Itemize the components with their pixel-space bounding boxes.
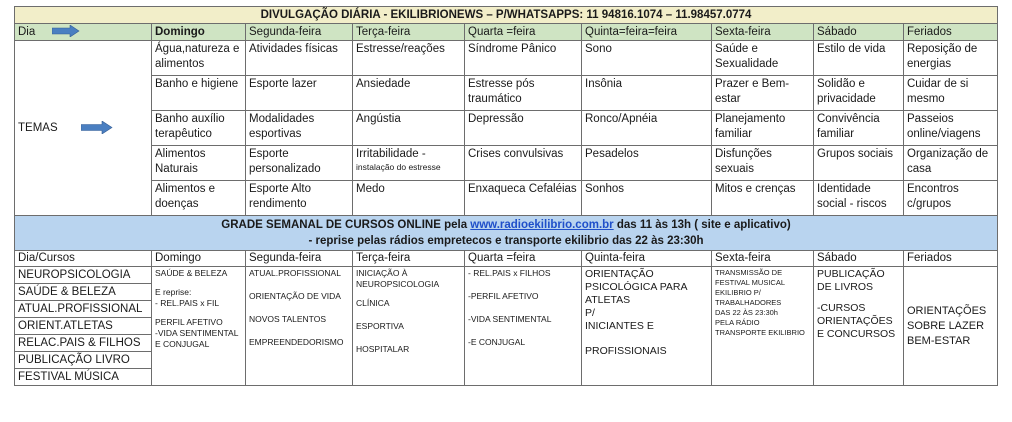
theme-cell: Água,natureza e alimentos	[152, 41, 246, 76]
course-item: ORIENT.ATLETAS	[15, 318, 151, 335]
arrow-right-icon	[52, 25, 80, 37]
course-item: ATUAL.PROFISSIONAL	[15, 301, 151, 318]
course-day-segunda: Segunda-feira	[246, 251, 353, 267]
theme-cell: Prazer e Bem-estar	[712, 76, 814, 111]
theme-row	[15, 111, 998, 146]
schedule-entry: - REL.PAIS x FILHOS	[468, 268, 551, 278]
theme-cell: Cuidar de si mesmo	[904, 76, 998, 111]
theme-cell: Esporte lazer	[246, 76, 353, 111]
theme-cell: Banho e higiene	[152, 76, 246, 111]
schedule-entry: TRANSMISSÃO DE FESTIVAL MUSICAL	[715, 268, 786, 287]
dia-label-cell	[15, 24, 152, 41]
theme-cell: Banho auxílio terapêutico	[152, 111, 246, 146]
theme-cell: Ronco/Apnéia	[582, 111, 712, 146]
course-item: PUBLICAÇÃO LIVRO	[15, 352, 151, 369]
schedule-entry: -CURSOS ORIENTAÇÕES E CONCURSOS	[817, 302, 896, 340]
theme-cell: Crises convulsivas	[465, 146, 582, 181]
day-header-sabado: Sábado	[814, 24, 904, 41]
schedule-entry: ATUAL.PROFISSIONAL	[249, 268, 341, 278]
schedule-entry: PELA RÁDIO TRANSPORTE EKILIBRIO	[715, 318, 805, 337]
theme-cell: Identidade social - riscos	[814, 181, 904, 216]
schedule-entry: PUBLICAÇÃO DE LIVROS	[817, 268, 885, 293]
theme-row	[15, 181, 998, 216]
theme-cell: Pesadelos	[582, 146, 712, 181]
course-day-sabado: Sábado	[814, 251, 904, 267]
theme-cell: Angústia	[353, 111, 465, 146]
schedule-entry: E CONJUGAL	[155, 339, 210, 349]
theme-cell: Sonhos	[582, 181, 712, 216]
schedule-quinta	[582, 267, 712, 386]
day-header-domingo: Domingo	[152, 24, 246, 41]
schedule-entry: DAS 22 ÀS 23:30h	[715, 308, 778, 317]
theme-cell: Alimentos Naturais	[152, 146, 246, 181]
day-header-quarta: Quarta =feira	[465, 24, 582, 41]
theme-cell	[353, 146, 465, 181]
course-day-domingo: Domingo	[152, 251, 246, 267]
theme-cell: Esporte personalizado	[246, 146, 353, 181]
grade-suffix: das 11 às 13h ( site e aplicativo)	[613, 219, 791, 231]
day-header-feriados: Feriados	[904, 24, 998, 41]
day-header-terca: Terça-feira	[353, 24, 465, 41]
schedule-entry: PROFISSIONAIS	[585, 345, 667, 357]
theme-cell: Síndrome Pânico	[465, 41, 582, 76]
grade-line-2: - reprise pelas rádios empretecos e transporte ekilibrio das 22 às 23:30h	[308, 235, 704, 247]
theme-cell: Depressão	[465, 111, 582, 146]
theme-cell: Estresse pós traumático	[465, 76, 582, 111]
schedule-entry: PERFIL AFETIVO	[155, 317, 223, 327]
day-header-segunda: Segunda-feira	[246, 24, 353, 41]
theme-cell: Ansiedade	[353, 76, 465, 111]
course-day-quinta: Quinta-feira	[582, 251, 712, 267]
day-header-quinta: Quinta=feira=feira	[582, 24, 712, 41]
schedule-entry: -VIDA SENTIMENTAL	[155, 328, 239, 338]
schedule-entry: ORIENTAÇÃO DE VIDA	[249, 291, 341, 301]
grade-line-1	[17, 217, 995, 233]
cursos-label: Dia/Cursos	[15, 251, 152, 267]
schedule-entry: INICIANTES E	[585, 320, 654, 332]
schedule-segunda	[246, 267, 353, 386]
schedule-entry: ORIENTAÇÃO PSICOLÓGICA PARA ATLETAS	[585, 268, 687, 306]
course-item: RELAC.PAIS & FILHOS	[15, 335, 151, 352]
schedule-entry: SAÚDE & BELEZA	[155, 268, 228, 278]
theme-note: instalação do estresse	[356, 162, 441, 172]
grade-banner-row	[15, 216, 998, 251]
schedule-feriados	[904, 267, 998, 386]
schedule-quarta	[465, 267, 582, 386]
schedule-entry: -PERFIL AFETIVO	[468, 291, 539, 301]
theme-cell: Alimentos e doenças	[152, 181, 246, 216]
theme-cell: Passeios online/viagens	[904, 111, 998, 146]
schedule-sexta	[712, 267, 814, 386]
schedule-sheet	[14, 6, 997, 386]
temas-label: TEMAS	[18, 121, 58, 134]
course-day-quarta: Quarta =feira	[465, 251, 582, 267]
schedule-sabado	[814, 267, 904, 386]
schedule-entry: - REL.PAIS x FIL	[155, 298, 220, 308]
theme-cell: Medo	[353, 181, 465, 216]
radio-site-link[interactable]: www.radioekilibrio.com.br	[470, 219, 614, 231]
schedule-entry: NOVOS TALENTOS	[249, 314, 326, 324]
title-row	[15, 7, 998, 24]
course-item: SAÚDE & BELEZA	[15, 284, 151, 301]
course-day-terca: Terça-feira	[353, 251, 465, 267]
theme-cell: Insônia	[582, 76, 712, 111]
theme-cell: Enxaqueca Cefaléias	[465, 181, 582, 216]
cursos-header-row	[15, 251, 998, 267]
dia-label: Dia	[18, 25, 36, 38]
schedule-table	[14, 6, 998, 386]
theme-cell: Grupos sociais	[814, 146, 904, 181]
schedule-entry: ORIENTAÇÕES SOBRE LAZER BEM-ESTAR	[907, 304, 987, 347]
theme-cell: Esporte Alto rendimento	[246, 181, 353, 216]
grade-banner	[15, 216, 998, 251]
schedule-terca	[353, 267, 465, 386]
temas-label-cell	[15, 41, 152, 216]
theme-cell: Convivência familiar	[814, 111, 904, 146]
theme-cell: Saúde e Sexualidade	[712, 41, 814, 76]
theme-cell: Estilo de vida	[814, 41, 904, 76]
schedule-entry: CLÍNICA	[356, 298, 390, 308]
course-schedule-row	[15, 267, 998, 386]
theme-row	[15, 41, 998, 76]
theme-cell: Modalidades esportivas	[246, 111, 353, 146]
course-item: FESTIVAL MÚSICA	[18, 371, 119, 383]
theme-cell: Planejamento familiar	[712, 111, 814, 146]
page-title: DIVULGAÇÃO DIÁRIA - EKILIBRIONEWS – P/WHATSAPPS: 11 94816.1074 – 11.98457.0774	[15, 7, 998, 24]
schedule-entry: HOSPITALAR	[356, 344, 410, 354]
course-list	[15, 267, 152, 386]
schedule-domingo	[152, 267, 246, 386]
course-day-feriados: Feriados	[904, 251, 998, 267]
schedule-entry: EKILIBRIO P/ TRABALHADORES	[715, 288, 782, 307]
arrow-right-icon	[81, 121, 113, 134]
schedule-entry: -VIDA SENTIMENTAL	[468, 314, 552, 324]
grade-prefix: GRADE SEMANAL DE CURSOS ONLINE pela	[221, 219, 471, 231]
theme-cell: Estresse/reações	[353, 41, 465, 76]
theme-text: Irritabilidade -	[356, 148, 426, 160]
theme-cell: Encontros c/grupos	[904, 181, 998, 216]
days-row	[15, 24, 998, 41]
theme-cell: Atividades físicas	[246, 41, 353, 76]
theme-cell: Sono	[582, 41, 712, 76]
course-item: NEUROPSICOLOGIA	[15, 267, 151, 284]
day-header-sexta: Sexta-feira	[712, 24, 814, 41]
theme-cell: Solidão e privacidade	[814, 76, 904, 111]
schedule-entry: INICIAÇÃO À NEUROPSICOLOGIA	[356, 268, 440, 289]
theme-cell: Reposição de energias	[904, 41, 998, 76]
theme-cell: Disfunções sexuais	[712, 146, 814, 181]
schedule-entry: E reprise:	[155, 287, 192, 297]
theme-cell: Mitos e crenças	[712, 181, 814, 216]
course-day-sexta: Sexta-feira	[712, 251, 814, 267]
schedule-entry: EMPREENDEDORISMO	[249, 337, 344, 347]
schedule-entry: ESPORTIVA	[356, 321, 404, 331]
schedule-entry: P/	[585, 307, 595, 319]
schedule-entry: -E CONJUGAL	[468, 337, 526, 347]
theme-row	[15, 146, 998, 181]
theme-cell: Organização de casa	[904, 146, 998, 181]
theme-row	[15, 76, 998, 111]
